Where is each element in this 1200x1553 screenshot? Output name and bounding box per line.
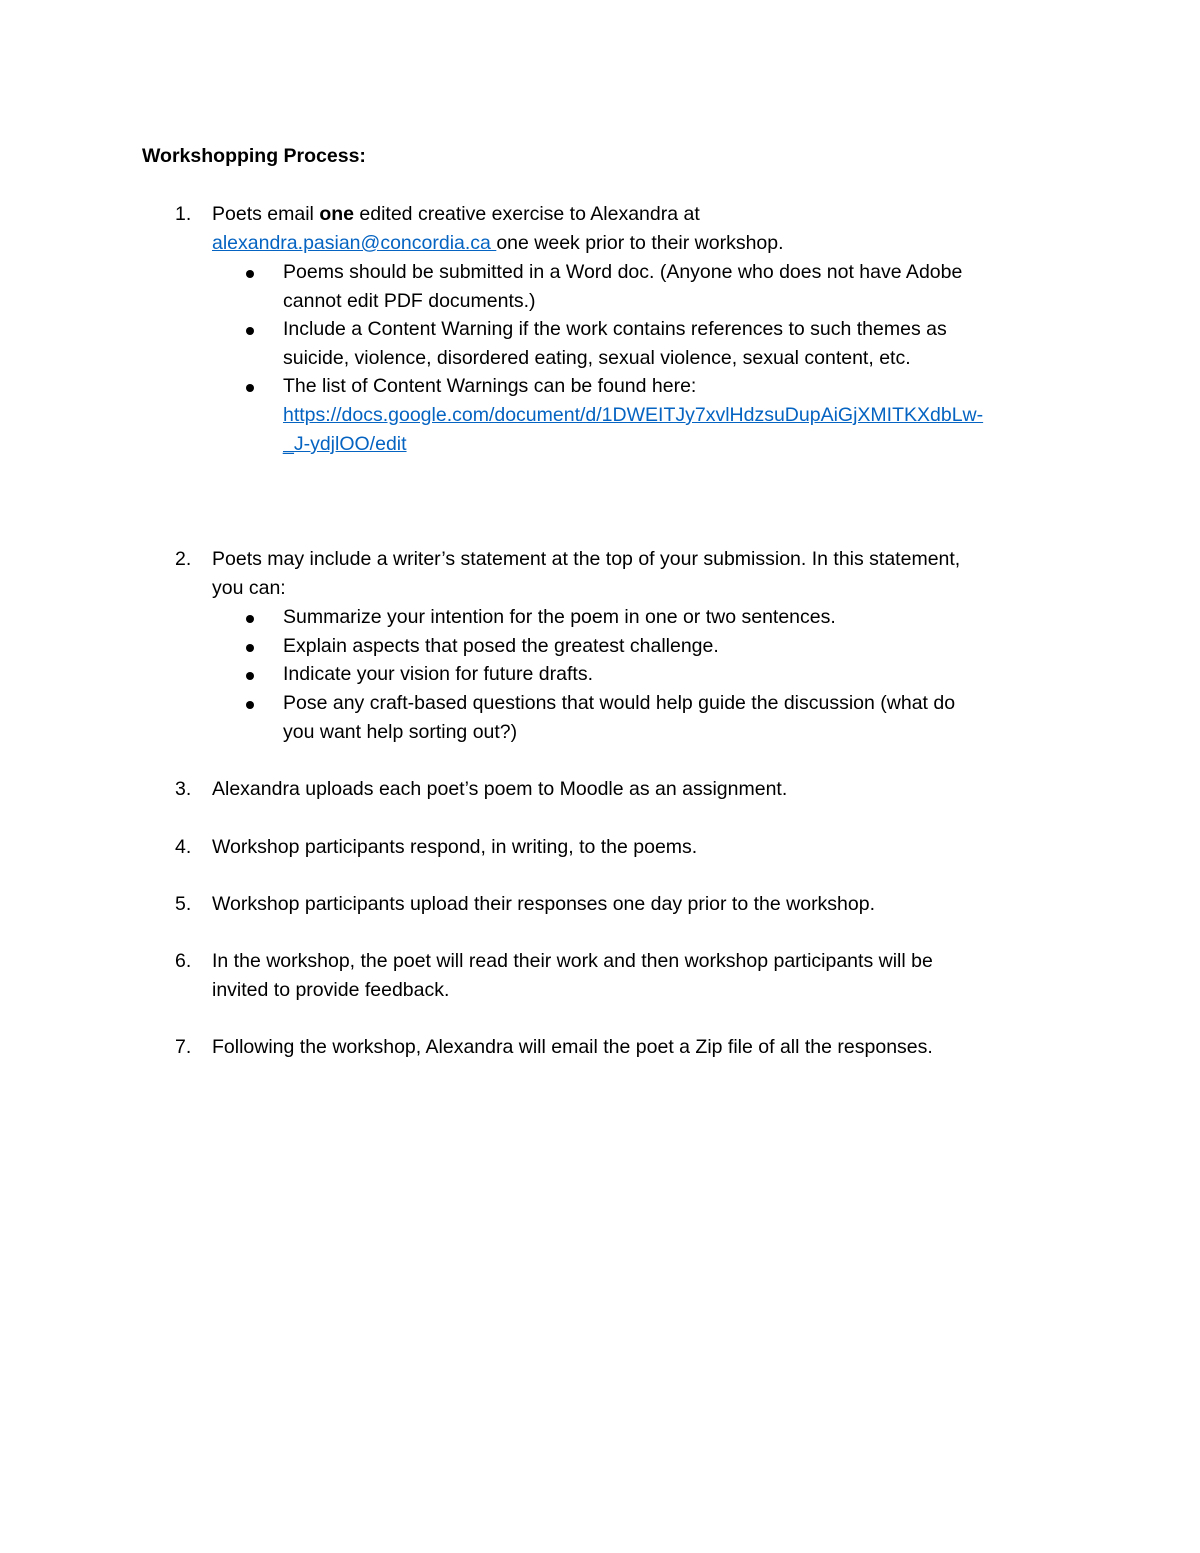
bullet-icon (246, 701, 254, 709)
step-text-part: edited creative exercise to Alexandra at (353, 203, 700, 225)
emphasis-text: one (319, 203, 354, 225)
bullet-line: suicide, violence, disordered eating, sexual violence, sexual content, etc. (283, 347, 911, 369)
step-text-part: Poets email (212, 203, 320, 225)
step-line: Following the workshop, Alexandra will email the poet a Zip file of all the responses. (212, 1036, 933, 1058)
bullet-icon (246, 384, 254, 392)
bullet-line: cannot edit PDF documents.) (283, 290, 536, 312)
bullet-text (283, 689, 1063, 747)
step-line: Poets may include a writer’s statement at the top of your submission. In this statement, (212, 548, 961, 570)
bullet-icon (246, 327, 254, 335)
step-text (212, 545, 1062, 603)
content-warnings-link[interactable]: https://docs.google.com/document/d/1DWEITJy7xvlHdzsuDupAiGjXMITKXdbLw- (283, 404, 984, 426)
bullet-text (283, 603, 1063, 632)
step-number: 6. (175, 950, 192, 972)
step-number: 4. (175, 836, 192, 858)
step-line: Alexandra uploads each poet’s poem to Moodle as an assignment. (212, 778, 788, 800)
step-text (212, 775, 1062, 804)
step-text (212, 890, 1062, 919)
bullet-icon (246, 615, 254, 623)
step-line: Workshop participants upload their responses one day prior to the workshop. (212, 893, 876, 915)
step-line: In the workshop, the poet will read their work and then workshop participants will be (212, 950, 933, 972)
email-link[interactable]: alexandra.pasian@concordia.ca (212, 232, 497, 254)
bullet-line: Include a Content Warning if the work contains references to such themes as (283, 318, 947, 340)
bullet-icon (246, 270, 254, 278)
bullet-line: Pose any craft-based questions that would help guide the discussion (what do (283, 692, 956, 714)
bullet-text (283, 315, 1063, 373)
step-number: 5. (175, 893, 192, 915)
bullet-text (283, 632, 1063, 661)
step-line: you can: (212, 577, 286, 599)
step-number: 1. (175, 203, 192, 225)
bullet-line: Indicate your vision for future drafts. (283, 663, 593, 685)
bullet-line: Summarize your intention for the poem in one or two sentences. (283, 606, 836, 628)
step-text (212, 947, 1062, 1005)
step-text (212, 833, 1062, 862)
step-number: 7. (175, 1036, 192, 1058)
step-text (212, 1033, 1062, 1062)
bullet-line: you want help sorting out?) (283, 721, 518, 743)
step-line: Workshop participants respond, in writing, to the poems. (212, 836, 698, 858)
step-number: 2. (175, 548, 192, 570)
bullet-line: Poems should be submitted in a Word doc. (Anyone who does not have Adobe (283, 261, 963, 283)
step-text-part: one week prior to their workshop. (496, 232, 784, 254)
bullet-line: Explain aspects that posed the greatest challenge. (283, 635, 719, 657)
step-line (212, 200, 1062, 229)
step-text (212, 200, 1062, 258)
step-line: invited to provide feedback. (212, 979, 450, 1001)
step-line (212, 229, 1062, 258)
bullet-line: The list of Content Warnings can be found here: (283, 375, 697, 397)
bullet-text (283, 258, 1063, 316)
content-warnings-link-continued[interactable]: _J-ydjlOO/edit (283, 433, 407, 455)
bullet-text (283, 372, 1063, 459)
bullet-icon (246, 644, 254, 652)
step-number: 3. (175, 778, 192, 800)
page-title: Workshopping Process: (142, 145, 366, 167)
bullet-icon (246, 672, 254, 680)
bullet-text (283, 660, 1063, 689)
